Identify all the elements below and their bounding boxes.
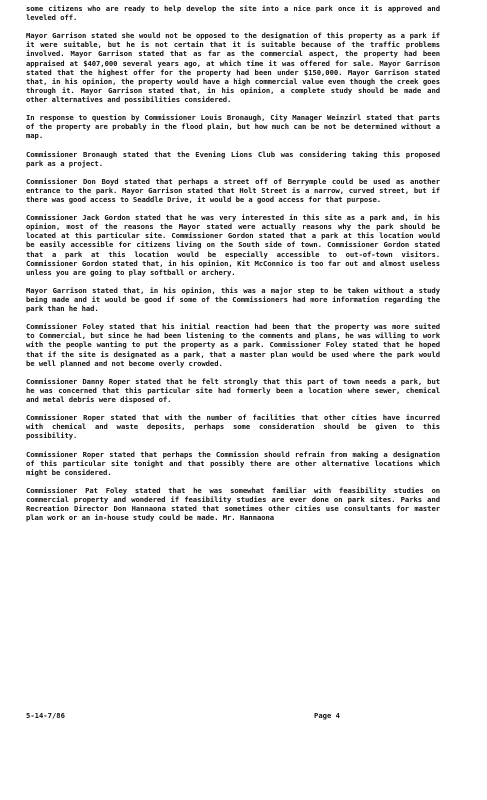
paragraph-10: Commissioner Roper stated that with the number of facilities that other cities have incurred with chemical and waste deposits, perhaps some consideration should be given to this possibility. (26, 413, 440, 441)
paragraph-5: Commissioner Don Boyd stated that perhaps a street off of Berrymple could be used as another entrance to the park. Mayor Garrison stated that Holt Street is a narrow, curved street, but if there was good access to Seaddle Drive, it would be a good access for that purpose. (26, 176, 440, 204)
minutes-body (26, 4, 440, 531)
footer-date: 5-14-7/86 (26, 711, 65, 720)
paragraph-6: Commissioner Jack Gordon stated that he was very interested in this site as a park and, in his opinion, most of the reasons the Mayor stated were actually reasons why the park should be located at this particular site. Commissioner Gordon stated that a park at this location would be easily accessible for citizens living on the South side of town. Commissioner Gordon stated that a park at this location would be especially accessible to out-of-town visitors. Commissioner Gordon stated that, in his opinion, Kit McConnico is too far out and almost useless unless you are going to play softball or archery. (26, 213, 440, 277)
paragraph-3: In response to question by Commissioner Louis Bronaugh, City Manager Weinzirl stated that parts of the property are probably in the flood plain, but how much can be not be determined without a map. (26, 113, 440, 141)
paragraph-7: Mayor Garrison stated that, in his opinion, this was a major step to be taken without a study being made and it would be good if some of the Commissioners had more information regarding the park than he had. (26, 285, 440, 314)
paragraph-9: Commissioner Danny Roper stated that he felt strongly that this part of town needs a park, but he was concerned that this particular site had formerly been a location where sewer, chemical and metal debris were disposed of. (26, 376, 440, 405)
paragraph-11: Commissioner Roper stated that perhaps the Commission should refrain from making a designation of this particular site tonight and that possibly there are other alternative locations which might be considered. (26, 449, 440, 477)
footer-page-number: Page 4 (314, 711, 340, 720)
paragraph-12: Commissioner Pat Foley stated that he was somewhat familiar with feasibility studies on commercial property and wondered if feasibility studies are ever done on park sites. Parks and Recreation Director Don Hannaona stated that sometimes other cities use consultants for master plan work or an in-house study could be made. Mr. Hannaona (26, 485, 440, 523)
paragraph-4: Commissioner Bronaugh stated that the Evening Lions Club was considering taking this proposed park as a project. (26, 149, 440, 168)
paragraph-1: some citizens who are ready to help develop the site into a nice park once it is approved and leveled off. (26, 4, 440, 23)
paragraph-2: Mayor Garrison stated she would not be opposed to the designation of this property as a park if it were suitable, but he is not certain that it is suitable because of the traffic problems involved. Mayor Garrison stated that as far as the commercial aspect, the property had been appraised at $407,000 several years ago, at which time it was offered for sale. Mayor Garrison stated that the highest offer for the property had been under $150,000. Mayor Garrison stated that, in his opinion, the property would have a high commercial value even though the creek goes through it. Mayor Garrison stated that, in his opinion, a complete study should be made and other alternatives and possibilities considered. (26, 31, 440, 104)
page-footer (26, 711, 356, 721)
scan-edge (0, 0, 3, 800)
paragraph-8: Commissioner Foley stated that his initial reaction had been that the property was more suited to Commercial, but since he had been listening to the comments and plans, he was willing to work with the people wanting to put the property as a park. Commissioner Foley stated that he hoped that if the site is designated as a park, that a master plan would be used where the park would be well planned and not become overly crowded. (26, 322, 440, 368)
